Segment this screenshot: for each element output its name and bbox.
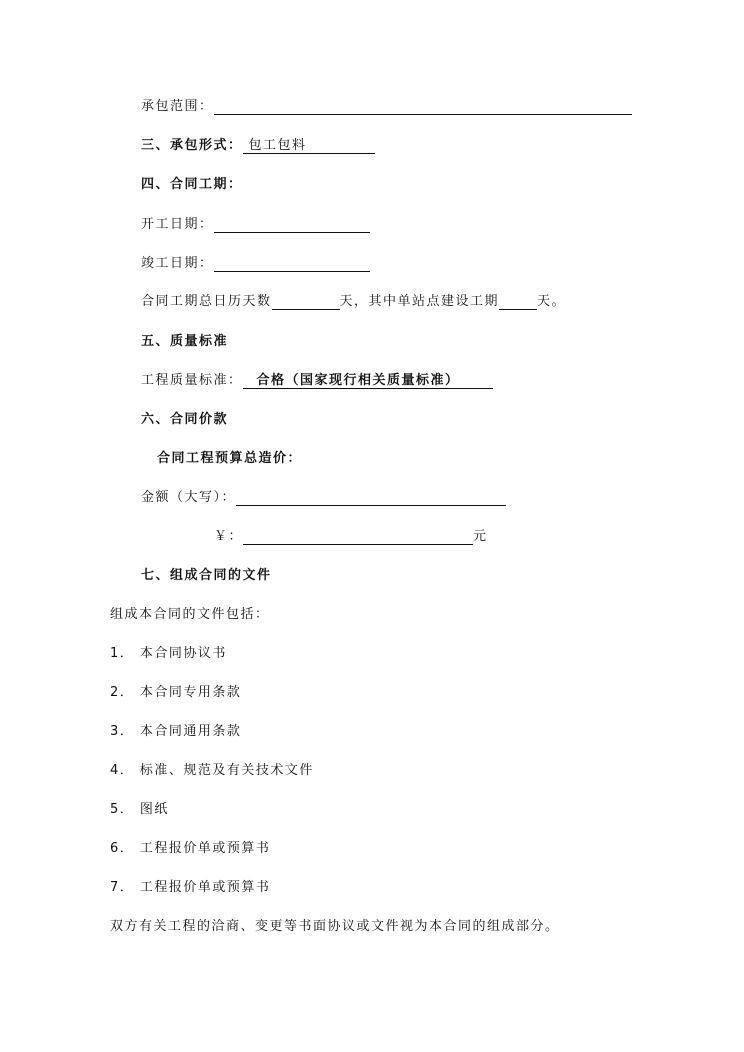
total-days-prefix: 合同工期总日历天数 bbox=[141, 294, 272, 309]
term-heading: 四、合同工期： bbox=[141, 177, 243, 192]
end-label: 竣工日期： bbox=[141, 256, 214, 271]
yen-label: ￥： bbox=[214, 529, 244, 544]
form-value[interactable]: 包工包料 bbox=[243, 137, 375, 154]
docs-heading: 七、组成合同的文件 bbox=[141, 568, 272, 583]
list-item: 3． 本合同通用条款 bbox=[110, 724, 242, 739]
end-row bbox=[141, 255, 370, 273]
amount-row bbox=[141, 489, 506, 507]
quality-row bbox=[141, 372, 493, 390]
amount-words-field[interactable] bbox=[236, 489, 506, 506]
total-days-suffix: 天。 bbox=[537, 294, 567, 309]
site-days-field[interactable] bbox=[499, 293, 537, 310]
closing-paragraph: 双方有关工程的洽商、变更等书面协议或文件视为本合同的组成部分。 bbox=[110, 919, 560, 934]
list-item: 5． 图纸 bbox=[110, 802, 169, 817]
scope-field[interactable] bbox=[214, 98, 632, 115]
list-item: 6． 工程报价单或预算书 bbox=[110, 841, 271, 856]
scope-label: 承包范围： bbox=[141, 99, 214, 114]
form-row bbox=[141, 137, 375, 155]
list-item: 4． 标准、规范及有关技术文件 bbox=[110, 763, 314, 778]
quality-value[interactable]: 合格（国家现行相关质量标准） bbox=[243, 372, 493, 389]
quality-label: 工程质量标准： bbox=[141, 373, 243, 388]
docs-intro: 组成本合同的文件包括： bbox=[110, 607, 270, 622]
yuan-suffix: 元 bbox=[473, 529, 488, 544]
total-days-mid: 天，其中单站点建设工期 bbox=[339, 294, 500, 309]
start-date-field[interactable] bbox=[214, 216, 370, 233]
form-heading: 三、承包形式： bbox=[141, 138, 243, 153]
list-item: 1． 本合同协议书 bbox=[110, 646, 227, 661]
start-row bbox=[141, 216, 370, 234]
total-cost-label: 合同工程预算总造价： bbox=[157, 451, 303, 466]
list-item: 2． 本合同专用条款 bbox=[110, 685, 242, 700]
quality-heading: 五、质量标准 bbox=[141, 334, 229, 349]
start-label: 开工日期： bbox=[141, 217, 214, 232]
scope-row bbox=[141, 98, 632, 116]
amount-figure-field[interactable] bbox=[243, 528, 473, 545]
list-item: 7． 工程报价单或预算书 bbox=[110, 880, 271, 895]
total-days-row bbox=[141, 293, 566, 311]
price-heading: 六、合同价款 bbox=[141, 412, 229, 427]
yen-row bbox=[214, 528, 488, 546]
amount-label: 金额（大写）： bbox=[141, 490, 237, 505]
end-date-field[interactable] bbox=[214, 255, 370, 272]
total-days-field[interactable] bbox=[272, 293, 340, 310]
